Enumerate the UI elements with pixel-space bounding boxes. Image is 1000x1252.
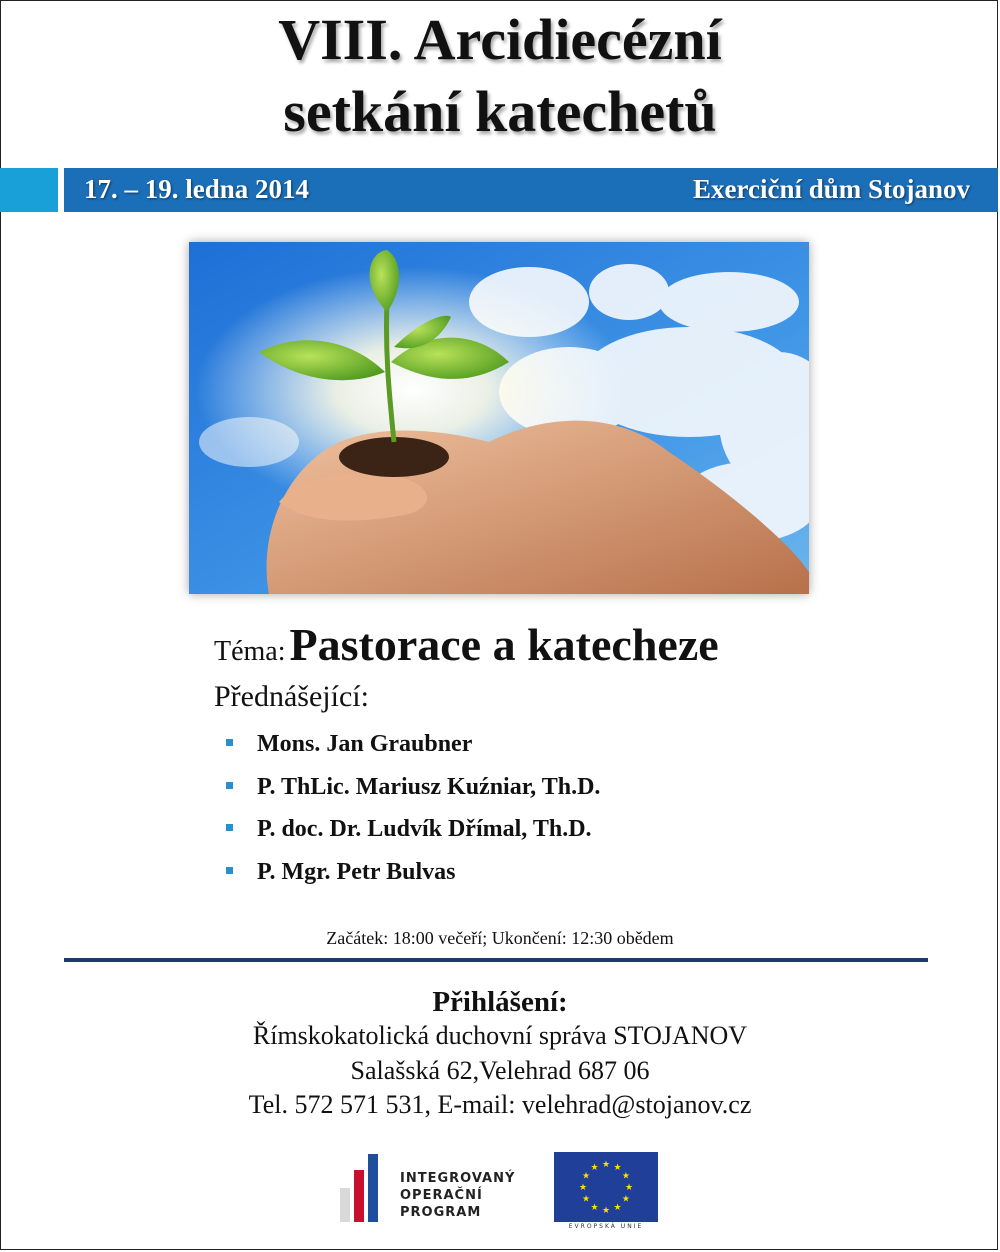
- speaker-name: P. doc. Dr. Ludvík Dřímal, Th.D.: [257, 816, 592, 842]
- iop-logo: [340, 1150, 530, 1225]
- iop-line: INTEGROVANÝ: [400, 1171, 516, 1186]
- theme-label: Téma:: [214, 636, 286, 667]
- bullet-icon: [226, 782, 233, 789]
- speakers-heading: Přednášející:: [214, 680, 369, 713]
- speaker-name: P. Mgr. Petr Bulvas: [257, 859, 456, 885]
- registration-heading: Přihlášení:: [432, 986, 568, 1018]
- bullet-icon: [226, 739, 233, 746]
- theme-value: Pastorace a katecheze: [289, 619, 719, 670]
- eu-star: ★: [582, 1194, 591, 1205]
- title-line-2: setkání katechetů: [283, 79, 717, 144]
- eu-logo: [554, 1152, 658, 1234]
- eu-star: ★: [624, 1183, 634, 1193]
- iop-line: PROGRAM: [400, 1205, 482, 1220]
- event-date: 17. – 19. ledna 2014: [84, 174, 310, 204]
- iop-line: OPERAČNÍ: [400, 1188, 483, 1203]
- theme-line: [214, 618, 719, 671]
- eu-star: ★: [621, 1194, 630, 1205]
- speaker-item: [226, 816, 592, 843]
- eu-star: ★: [590, 1163, 599, 1174]
- schedule-text: Začátek: 18:00 večeří; Ukončení: 12:30 obědem: [326, 928, 674, 948]
- bullet-icon: [226, 867, 233, 874]
- eu-star: ★: [621, 1171, 630, 1182]
- speaker-item: [226, 774, 600, 801]
- seedling-in-hands-photo: [189, 242, 809, 594]
- speaker-name: Mons. Jan Graubner: [257, 731, 473, 757]
- registration-organization: Římskokatolická duchovní správa STOJANOV: [252, 1021, 748, 1050]
- eu-star: ★: [578, 1183, 588, 1193]
- eu-star: ★: [601, 1160, 611, 1170]
- iop-logo-text: [400, 1170, 515, 1221]
- eu-star: ★: [613, 1202, 622, 1213]
- eu-star: ★: [601, 1206, 611, 1216]
- eu-star: ★: [582, 1171, 591, 1182]
- eu-flag-icon: [554, 1152, 658, 1222]
- title-line-1: VIII. Arcidiecézní: [278, 7, 722, 72]
- speaker-item: [226, 859, 455, 886]
- speaker-name: P. ThLic. Mariusz Kuźniar, Th.D.: [257, 774, 601, 800]
- eu-label: EVROPSKÁ UNIE: [568, 1223, 644, 1230]
- band-accent: [0, 168, 58, 212]
- bullet-icon: [226, 824, 233, 831]
- eu-star: ★: [590, 1202, 599, 1213]
- registration-contact: Tel. 572 571 531, E-mail: velehrad@stojanov.cz: [248, 1090, 752, 1119]
- registration-address: Salašská 62,Velehrad 687 06: [350, 1056, 650, 1085]
- eu-star: ★: [613, 1163, 622, 1174]
- divider: [64, 958, 928, 962]
- speaker-item: [226, 731, 472, 758]
- event-venue: Exerciční dům Stojanov: [692, 174, 970, 204]
